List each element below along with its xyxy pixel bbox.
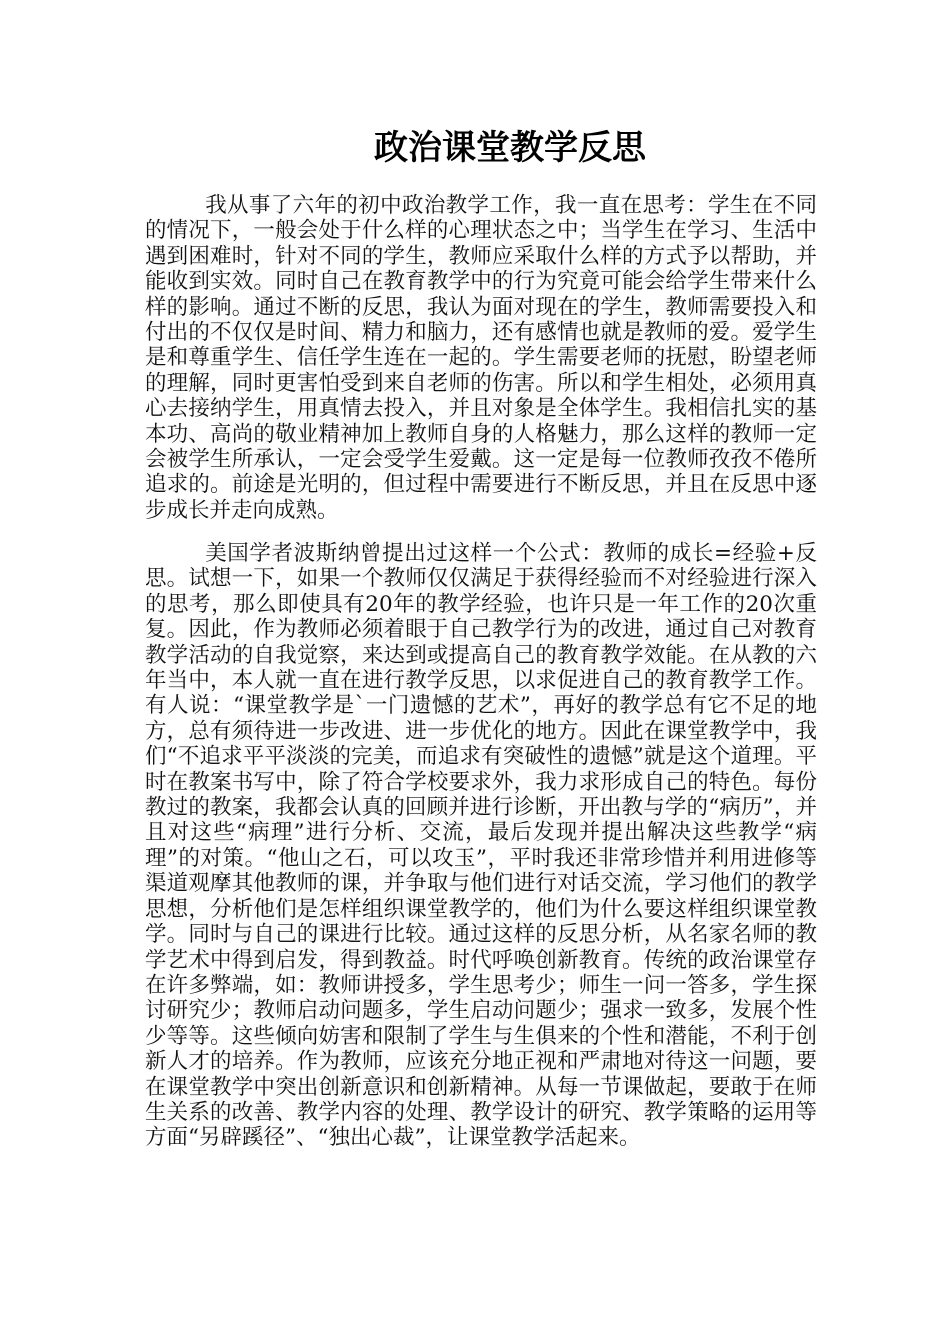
document-title: 政治课堂教学反思 xyxy=(374,128,646,168)
paragraph-2: 美国学者波斯纳曾提出过这样一个公式：教师的成长=经验+反思。试想一下，如果一个教师仅仅满足于获得经验而不对经验进行深入的思考，那么即使具有20年的教学经验，也许只是一年工作的20次重复。因此，作为教师必须着眼于自己教学行为的改进，通过自己对教育教学活动的自我觉察，来达到或提高自己的教育教学效能。在从教的六年当中，本人就一直在进行教学反思，以求促进自己的教育教学工作。有人说：“课堂教学是`一门遗憾的艺术”，再好的教学总有它不足的地方，总有须待进一步改进、进一步优化的地方。因此在课堂教学中，我们“不追求平平淡淡的完美，而追求有突破性的遗憾”就是这个道理。平时在教案书写中，除了符合学校要求外，我力求形成自己的特色。每份教过的教案，我都会认真的回顾并进行诊断，开出教与学的“病历”，并且对这些“病理”进行分析、交流，最后发现并提出解决这些教学“病理”的对策。“他山之石，可以攻玉”，平时我还非常珍惜并利用进修等渠道观摩其他教师的课，并争取与他们进行对话交流，学习他们的教学思想，分析他们是怎样组织课堂教学的，他们为什么要这样组织课堂教学。同时与自己的课进行比较。通过这样的反思分析，从名家名师的教学艺术中得到启发，得到教益。时代呼唤创新教育。传统的政治课堂存在许多弊端，如：教师讲授多，学生思考少；师生一问一答多，学生探讨研究少；教师启动问题多，学生启动问题少；强求一致多，发展个性少等等。这些倾向妨害和限制了学生与生俱来的个性和潜能，不利于创新人才的培养。作为教师，应该充分地正视和严肃地对待这一问题，要在课堂教学中突出创新意识和创新精神。从每一节课做起，要敢于在师生关系的改善、教学内容的处理、教学设计的研究、教学策略的运用等方面“另辟蹊径”、“独出心裁”，让课堂教学活起来。 xyxy=(145,541,817,1151)
paragraph-1: 我从事了六年的初中政治教学工作，我一直在思考：学生在不同的情况下，一般会处于什么样的心理状态之中；当学生在学习、生活中遇到困难时，针对不同的学生，教师应采取什么样的方式予以帮助，并能收到实效。同时自己在教育教学中的行为究竟可能会给学生带来什么样的影响。通过不断的反思，我认为面对现在的学生，教师需要投入和付出的不仅仅是时间、精力和脑力，还有感情也就是教师的爱。爱学生是和尊重学生、信任学生连在一起的。学生需要老师的抚慰，盼望老师的理解，同时更害怕受到来自老师的伤害。所以和学生相处，必须用真心去接纳学生，用真情去投入，并且对象是全体学生。我相信扎实的基本功、高尚的敬业精神加上教师自身的人格魅力，那么这样的教师一定会被学生所承认，一定会受学生爱戴。这一定是每一位教师孜孜不倦所追求的。前途是光明的，但过程中需要进行不断反思，并且在反思中逐步成长并走向成熟。 xyxy=(145,193,817,523)
